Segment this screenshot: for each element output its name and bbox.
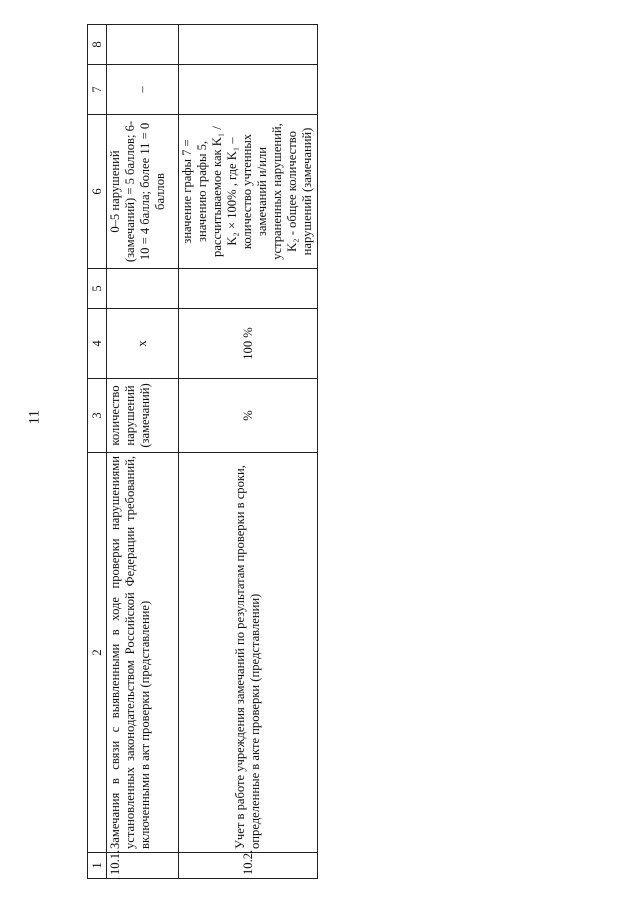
unit-cell: % (179, 379, 318, 453)
target-value-cell: х (107, 309, 179, 379)
col8-cell (107, 25, 179, 65)
col-header-3: 3 (88, 379, 107, 453)
table-sheet (87, 25, 318, 879)
col7-cell: – (107, 65, 179, 115)
col-header-6: 6 (88, 115, 107, 269)
scoring-rule-cell: 0–5 нарушений (замечаний) = 5 баллов; 6-10 = 4 балла; более 11 = 0 баллов (107, 115, 179, 269)
rotated-table-container (87, 25, 318, 879)
col-header-1: 1 (88, 853, 107, 879)
table-row (107, 25, 179, 879)
col-header-7: 7 (88, 65, 107, 115)
scoring-rule-cell: значение графы 7 = значению графы 5, рассчитываемое как K₁ / K₂ × 100% , где K₁ – количество учтенных замечаний и/или устраненных нарушений, K₂ - общее количество нарушений (замечаний) (179, 115, 318, 269)
criterion-text: Замечания в связи с выявленными в ходе проверки нарушениями установленных законодательством Российской Федерации требований, включенными в акт проверки (представление) (107, 453, 179, 853)
target-value-cell: 100 % (179, 309, 318, 379)
col-header-8: 8 (88, 25, 107, 65)
row-number: 10.1. (107, 853, 179, 879)
unit-cell: количество нарушений (замечаний) (107, 379, 179, 453)
col-header-4: 4 (88, 309, 107, 379)
col8-cell (179, 25, 318, 65)
criterion-text: Учет в работе учреждения замечаний по результатам проверки в сроки, определенные в акте проверки (представлении) (179, 453, 318, 853)
col7-cell (179, 65, 318, 115)
col-header-2: 2 (88, 453, 107, 853)
table-header-row (88, 25, 107, 879)
criteria-table (87, 24, 318, 879)
col5-cell (179, 269, 318, 309)
table-row (179, 25, 318, 879)
col5-cell (107, 269, 179, 309)
row-number: 10.2. (179, 853, 318, 879)
col-header-5: 5 (88, 269, 107, 309)
page-number: 11 (26, 410, 43, 425)
